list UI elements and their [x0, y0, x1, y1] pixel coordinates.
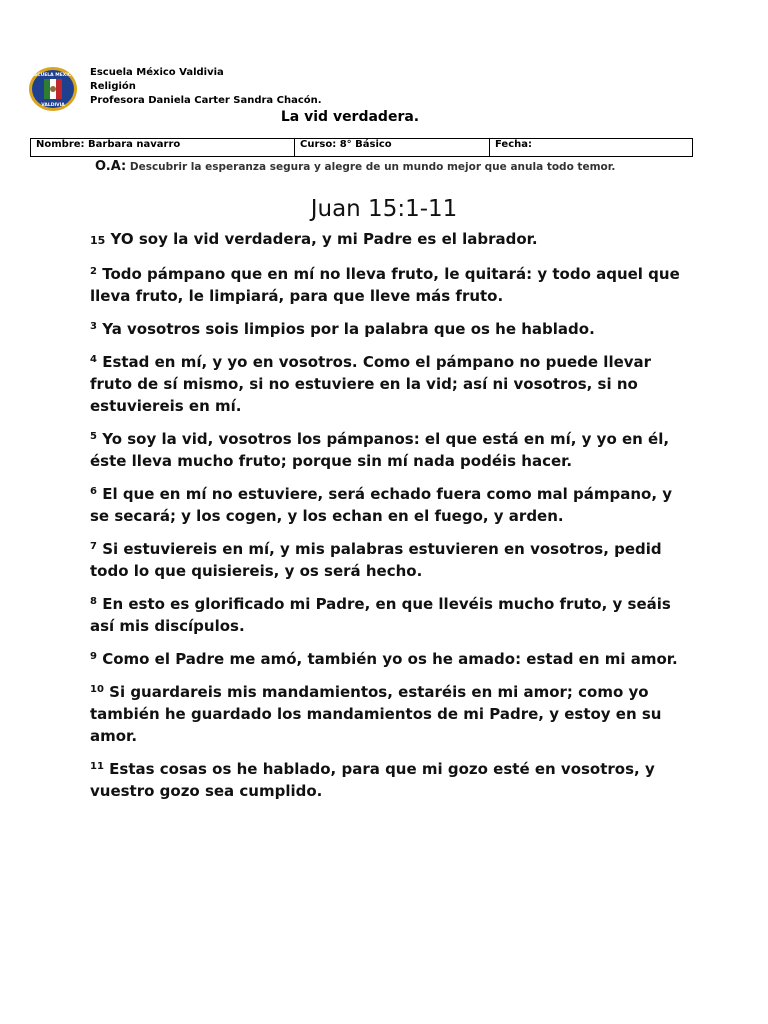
verse-number: 9: [90, 651, 97, 662]
verse: [90, 681, 690, 747]
verse-number: 2: [90, 266, 97, 277]
verse-number: 4: [90, 354, 97, 365]
verse-text: Si estuviereis en mí, y mis palabras estuvieren en vosotros, pedid todo lo que quisiereis, y os será hecho.: [90, 540, 662, 580]
passage-reference: Juan 15:1-11: [310, 196, 458, 222]
verse: [90, 648, 690, 670]
verse-text: Todo pámpano que en mí no lleva fruto, le quitará: y todo aquel que lleva fruto, le limpiará, para que lleve más fruto.: [90, 265, 680, 305]
date-field[interactable]: Fecha:: [490, 139, 693, 157]
objective-label: O.A:: [95, 159, 127, 174]
subject-name: Religión: [90, 81, 136, 92]
student-name-field[interactable]: Nombre: Barbara navarro: [31, 139, 295, 157]
verse-number: 15: [90, 234, 106, 247]
verse: [90, 538, 690, 582]
objective-text: Descubrir la esperanza segura y alegre de un mundo mejor que anula todo temor.: [129, 161, 616, 173]
verse-list: [90, 228, 690, 813]
verse-text: Estad en mí, y yo en vosotros. Como el pámpano no puede llevar fruto de sí mismo, si no estuviere en la vid; así ni vosotros, si no estuviereis en mí.: [90, 353, 652, 415]
verse-number: 11: [90, 761, 104, 772]
verse-text: Yo soy la vid, vosotros los pámpanos: el que está en mí, y yo en él, éste lleva mucho fruto; porque sin mí nada podéis hacer.: [90, 430, 670, 470]
logo-text-top: ESCUELA MEXICO: [30, 73, 76, 78]
verse: [90, 351, 690, 417]
student-info-row: [31, 139, 693, 157]
document-title: La vid verdadera.: [280, 109, 420, 125]
logo-text-bottom: VALDIVIA: [41, 103, 65, 108]
verse: [90, 428, 690, 472]
verse-text: Si guardareis mis mandamientos, estaréis en mi amor; como yo también he guardado los mandamientos de mi Padre, y estoy en su amor.: [90, 683, 662, 745]
verse: [90, 483, 690, 527]
verse: [90, 228, 690, 252]
learning-objective: [90, 159, 690, 175]
verse: [90, 263, 690, 307]
school-info: [90, 66, 322, 108]
verse-number: 5: [90, 431, 97, 442]
verse-text: Como el Padre me amó, también yo os he amado: estad en mi amor.: [102, 650, 678, 668]
verse: [90, 318, 690, 340]
verse-number: 3: [90, 321, 97, 332]
verse-number: 10: [90, 684, 104, 695]
student-info-table: [30, 138, 693, 157]
verse-number: 6: [90, 486, 97, 497]
verse-text: Estas cosas os he hablado, para que mi gozo esté en vosotros, y vuestro gozo sea cumplido.: [90, 760, 655, 800]
verse-number: 8: [90, 596, 97, 607]
verse-text: Ya vosotros sois limpios por la palabra que os he hablado.: [102, 320, 595, 338]
course-field[interactable]: Curso: 8° Básico: [295, 139, 490, 157]
school-logo: [28, 66, 78, 112]
verse-number: 7: [90, 541, 97, 552]
teacher-name: Profesora Daniela Carter Sandra Chacón.: [90, 95, 322, 106]
school-name: Escuela México Valdivia: [90, 67, 224, 78]
verse: [90, 758, 690, 802]
verse-text: El que en mí no estuviere, será echado fuera como mal pámpano, y se secará; y los cogen, y los echan en el fuego, y arden.: [90, 485, 673, 525]
school-crest-icon: [28, 66, 78, 112]
verse: [90, 593, 690, 637]
verse-text: YO soy la vid verdadera, y mi Padre es el labrador.: [110, 230, 538, 248]
verse-text: En esto es glorificado mi Padre, en que llevéis mucho fruto, y seáis así mis discípulos.: [90, 595, 671, 635]
